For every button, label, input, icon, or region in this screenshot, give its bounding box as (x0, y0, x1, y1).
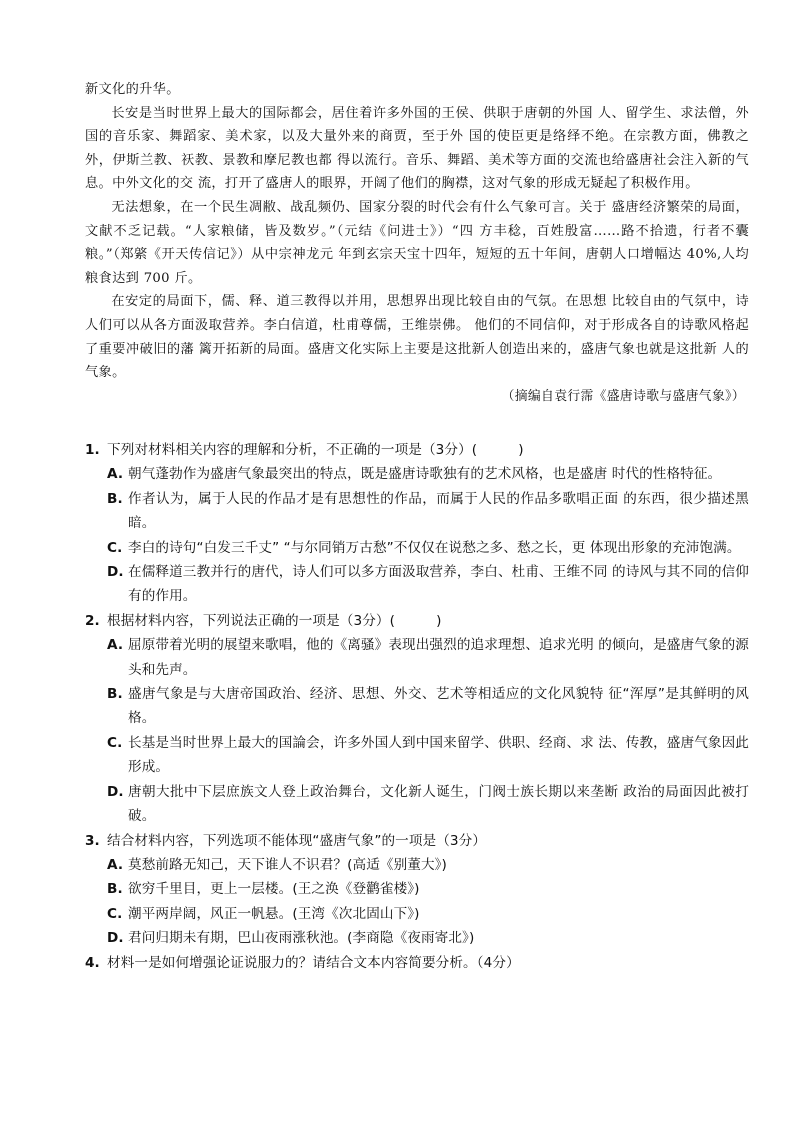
question-stem: 材料一是如何增强论证说服力的？请结合文本内容简要分析。（4分） (107, 954, 520, 971)
passage-paragraph: 在安定的局面下，儒、释、道三教得以并用，思想界出现比较自由的气氛。在思想 比较自由的气氛中，诗人们可以从各方面汲取营养。李白信道，杜甫尊儒，王维崇佛。 他们的不同信仰，对于形成各自的诗歌风格起了重要冲破旧的藩 篱开拓新的局面。盛唐文化实际上主要是这批新人创造出来的，盛唐气象也就是这批新 人的气象。 (85, 294, 749, 381)
option-d (107, 926, 749, 950)
option-letter: A. (107, 856, 124, 873)
option-text: 屈原带着光明的展望来歌唱，他的《离骚》表现出强烈的追求理想、追求光明 的倾向，是盛唐气象的源头和先声。 (128, 637, 749, 678)
option-text: 唐朝大批中下层庶族文人登上政治舞台，文化新人诞生，门阀士族长期以来垄断 政治的局面因此被打破。 (128, 783, 749, 825)
option-letter: A. (107, 637, 124, 654)
option-text: 在儒释道三教并行的唐代，诗人们可以多方面汲取营养，李白、杜甫、王维不同 的诗风与其不同的信仰有的作用。 (128, 564, 749, 605)
passage-paragraph: 长安是当时世界上最大的国际都会，居住着许多外国的王侯、供职于唐朝的外国 人、留学生、求法僧，外国的音乐家、舞蹈家、美术家，以及大量外来的商贾，至于外 国的使臣更是络绎不绝。在宗教方面，佛教之外，伊斯兰教、祆教、景教和摩尼教也都 得以流行。音乐、舞蹈、美术等方面的交流也给盛唐社会注入新的气息。中外文化的交 流，打开了盛唐人的眼界，开阔了他们的胸襟，这对气象的形成无疑起了积极作用。 (85, 105, 749, 192)
option-text: 长基是当时世界上最大的国論会，许多外国人到中国来留学、供职、经商、求 法、传教，盛唐气象因此形成。 (128, 734, 749, 776)
option-text: 潮平两岸阔，风正一帆悬。(王湾《次北固山下》) (128, 905, 420, 922)
option-text: 欲穷千里目，更上一层楼。(王之涣《登鹳雀楼》) (128, 881, 420, 898)
option-text: 朝气蓬勃作为盛唐气象最突出的特点，既是盛唐诗歌独有的艺术风格，也是盛唐 时代的性格特征。 (128, 466, 722, 483)
option-text: 莫愁前路无知己，天下谁人不识君？(高适《别董大》) (128, 856, 447, 873)
option-d (107, 780, 749, 829)
question-list (85, 438, 749, 975)
question-number: 1. (85, 442, 100, 458)
question-stem: 结合材料内容，下列选项不能体现“盛唐气象”的一项是（3分） (107, 832, 487, 849)
passage-paragraph: 无法想象，在一个民生凋敝、战乱频仍、国家分裂的时代会有什么气象可言。关于 盛唐经济繁荣的局面，文献不乏记载。“人家粮储，皆及数岁。”（元结《问进士》）“四 方丰稔，百姓殷富……路不拾遗，行者不囊粮。”（郑綮《开天传信记》）从中宗神龙元 年到玄宗天宝十四年，短短的五十年间，唐朝人口增幅达 40%,人均粮食达到 700 斤。 (85, 199, 749, 286)
option-letter: C. (107, 905, 123, 922)
question-number: 4. (85, 954, 100, 971)
passage-paragraph: 新文化的升华。 (85, 82, 180, 97)
option-text: 李白的诗句“白发三千丈” “与尔同销万古愁”不仅仅在说愁之多、愁之长，更 体现出形象的充沛饱满。 (128, 539, 741, 556)
option-a (107, 853, 749, 877)
question-stem: 下列对材料相关内容的理解和分析，不正确的一项是（3分）( ) (107, 442, 524, 458)
option-letter: D. (107, 930, 124, 947)
option-b (107, 487, 749, 536)
question-number: 3. (85, 832, 100, 849)
option-text: 作者认为，属于人民的作品才是有思想性的作品，而属于人民的作品多歌唱正面 的东西，很少描述黑暗。 (128, 490, 749, 532)
question-2 (85, 609, 749, 829)
question-3 (85, 829, 749, 951)
option-letter: B. (107, 490, 123, 507)
option-letter: C. (107, 539, 123, 556)
option-letter: C. (107, 734, 123, 751)
passage-source: （摘编自袁行霈《盛唐诗歌与盛唐气象》） (501, 388, 745, 404)
question-1 (85, 438, 749, 609)
question-4 (85, 951, 749, 975)
option-letter: B. (107, 881, 123, 898)
option-c (107, 731, 749, 780)
question-stem: 根据材料内容，下列说法正确的一项是（3分）( ) (107, 612, 442, 629)
option-text: 盛唐气象是与大唐帝国政治、经济、思想、外交、艺术等相适应的文化风貌特 征“浑厚”是其鲜明的风格。 (128, 686, 749, 727)
question-number: 2. (85, 612, 100, 629)
option-c (107, 902, 749, 926)
option-letter: D. (107, 783, 124, 800)
reading-passage (85, 78, 749, 408)
option-letter: A. (107, 466, 124, 483)
option-b (107, 682, 749, 731)
option-c (107, 536, 749, 560)
option-letter: D. (107, 564, 124, 581)
option-text: 君问归期未有期，巴山夜雨涨秋池。(李商隐《夜雨寄北》) (128, 930, 475, 947)
option-d (107, 560, 749, 609)
option-letter: B. (107, 686, 123, 703)
option-b (107, 877, 749, 901)
option-a (107, 462, 749, 486)
option-a (107, 633, 749, 682)
